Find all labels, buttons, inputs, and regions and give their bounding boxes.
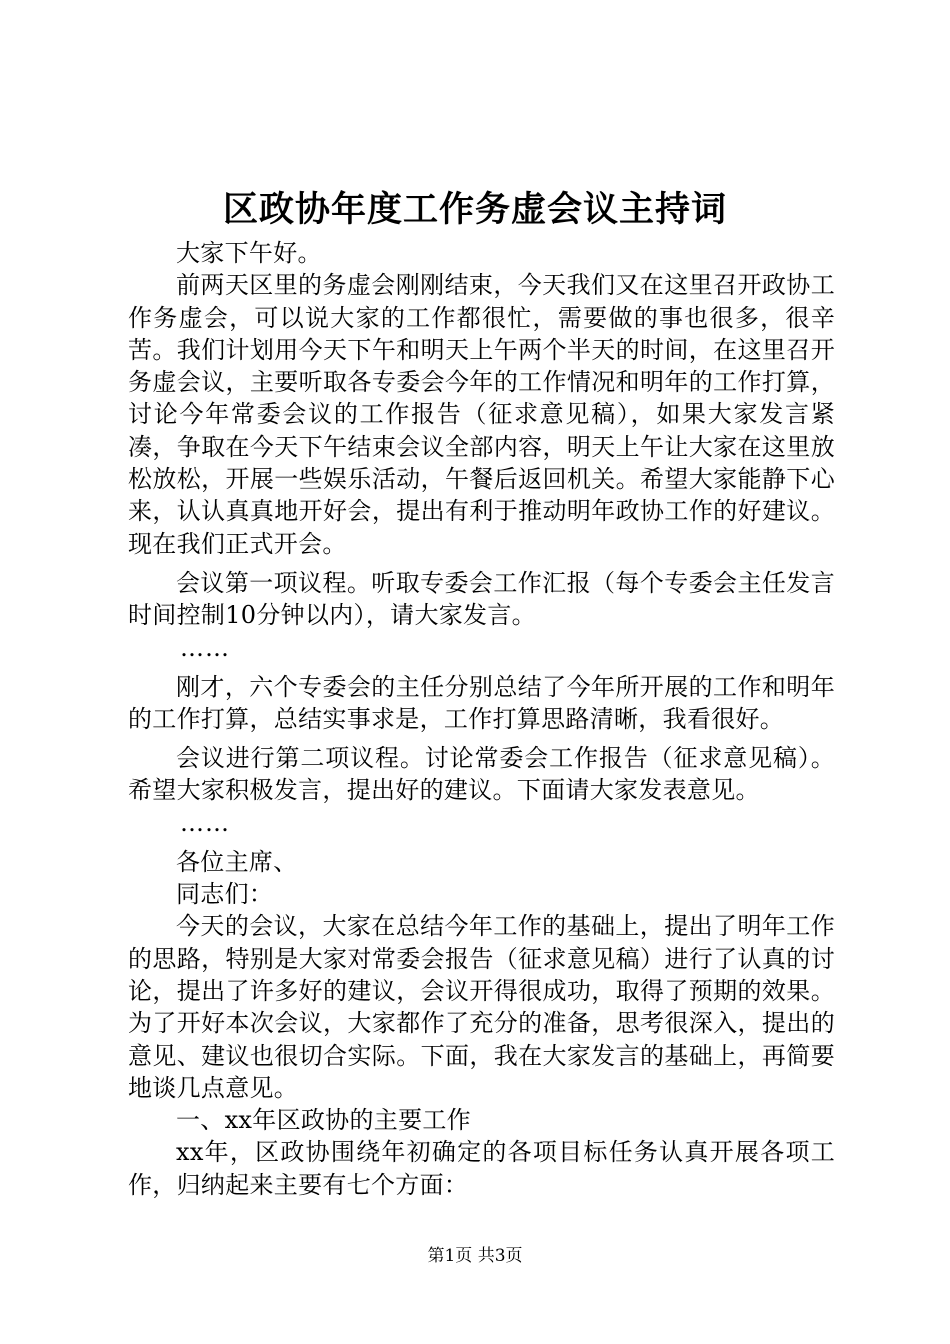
agenda-item-one-paragraph: 会议第一项议程。听取专委会工作汇报（每个专委会主任发言时间控制10分钟以内），请大家发言。 xyxy=(128,568,835,630)
ellipsis-separator: …… xyxy=(180,808,230,837)
page-footer: 第1页 共3页 xyxy=(427,1246,523,1266)
opening-paragraph: 前两天区里的务虚会刚刚结束，今天我们又在这里召开政协工作务虚会，可以说大家的工作都很忙，需要做的事也很多，很辛苦。我们计划用今天下午和明天上午两个半天的时间，在这里召开务虚会议，主要听取各专委会今年的工作情况和明年的工作打算，讨论今年常委会议的工作报告（征求意见稿），如果大家发言紧凑，争取在今天下午结束会议全部内容，明天上午让大家在这里放松放松，开展一些娱乐活动，午餐后返回机关。希望大家能静下心来，认认真真地开好会，提出有利于推动明年政协工作的好建议。现在我们正式开会。 xyxy=(128,271,835,558)
closing-remarks-paragraph: 今天的会议，大家在总结今年工作的基础上，提出了明年工作的思路，特别是大家对常委会报告（征求意见稿）进行了认真的讨论，提出了许多好的建议，会议开得很成功，取得了预期的效果。为了开好本次会议，大家都作了充分的准备，思考很深入，提出的意见、建议也很切合实际。下面，我在大家发言的基础上，再简要地谈几点意见。 xyxy=(128,912,835,1102)
salutation-line: 各位主席、 xyxy=(176,847,298,876)
document-body xyxy=(128,237,835,1201)
section-heading: 一、xx年区政协的主要工作 xyxy=(176,1106,471,1135)
greeting-paragraph: 大家下午好。 xyxy=(176,239,322,267)
summary-paragraph: 刚才，六个专委会的主任分别总结了今年所开展的工作和明年的工作打算，总结实事求是，工作打算思路清晰，我看很好。 xyxy=(128,672,835,733)
ellipsis-separator: …… xyxy=(180,633,230,662)
document-title: 区政协年度工作务虚会议主持词 xyxy=(222,189,727,230)
agenda-item-two-paragraph: 会议进行第二项议程。讨论常委会工作报告（征求意见稿）。希望大家积极发言，提出好的建议。下面请大家发表意见。 xyxy=(128,744,835,805)
section-intro-paragraph: xx年，区政协围绕年初确定的各项目标任务认真开展各项工作，归纳起来主要有七个方面： xyxy=(128,1138,835,1199)
salutation-line: 同志们： xyxy=(176,880,274,909)
